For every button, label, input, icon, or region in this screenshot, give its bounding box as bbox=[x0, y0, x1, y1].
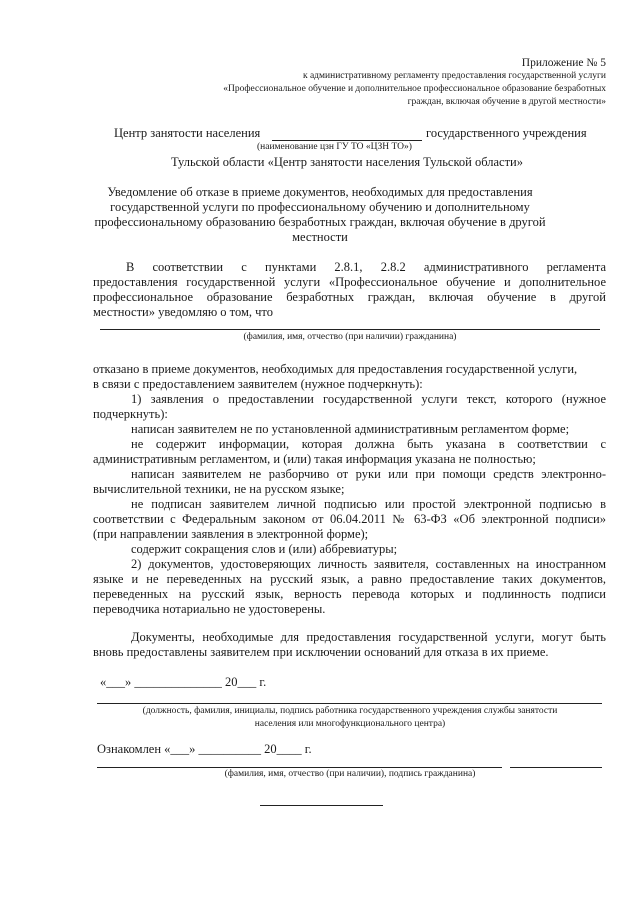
reason-form: написан заявителем не по установленной административным регламентом форме; bbox=[131, 422, 570, 436]
issue-date-line: «___» ______________ 20___ г. bbox=[100, 675, 267, 689]
item-1-line-2: подчеркнуть): bbox=[93, 407, 168, 421]
reason-illegible-line-2: вычислительной техники, не на русском языке; bbox=[93, 482, 345, 496]
resubmit-line-2: вновь предоставлены заявителем при исключении оснований для отказа в их приеме. bbox=[93, 645, 549, 659]
intro-line-3: профессиональное образование безработных граждан, включая обучение в другой bbox=[93, 290, 606, 304]
reason-illegible-line-1: написан заявителем не разборчиво от руки или при помощи средств электронно- bbox=[131, 467, 606, 481]
notice-title-line-4: местности bbox=[292, 230, 348, 244]
item-2-line-2: языке и не переведенных на русский язык, а равно предоставление таких документов, bbox=[93, 572, 606, 586]
employee-signature-caption-1: (должность, фамилия, инициалы, подпись работника государственного учреждения службы занятости bbox=[142, 706, 558, 716]
refusal-line-2: в связи с предоставлением заявителем (нужное подчеркнуть): bbox=[93, 377, 423, 391]
reason-incomplete-line-2: административным регламентом, и (или) такая информация указана не полностью; bbox=[93, 452, 536, 466]
appendix-line-2: «Профессиональное обучение и дополнительное профессиональное образование безработных bbox=[223, 84, 606, 94]
acknowledged-line: Ознакомлен «___» __________ 20____ г. bbox=[97, 742, 312, 756]
citizen-signature-caption: (фамилия, имя, отчество (при наличии), подпись гражданина) bbox=[224, 769, 476, 779]
item-2-line-4: переводчика нотариально не удостоверены. bbox=[93, 602, 326, 616]
resubmit-line-1: Документы, необходимые для предоставления государственной услуги, могут быть bbox=[131, 630, 606, 644]
org-name-blank bbox=[272, 140, 422, 141]
citizen-signature-line-right bbox=[510, 767, 602, 768]
reason-incomplete-line-1: не содержит информации, которая должна быть указана в соответствии с bbox=[131, 437, 606, 451]
employee-signature-line bbox=[97, 703, 602, 704]
appendix-line-1: к административному регламенту предоставления государственной услуги bbox=[302, 71, 606, 81]
item-2-line-1: 2) документов, удостоверяющих личность заявителя, составленных на иностранном bbox=[131, 557, 606, 571]
appendix-title: Приложение № 5 bbox=[521, 57, 606, 69]
org-right-label: государственного учреждения bbox=[426, 126, 587, 140]
intro-line-4: местности» уведомляю о том, что bbox=[93, 305, 273, 319]
notice-title-line-1: Уведомление об отказе в приеме документов, необходимых для предоставления bbox=[107, 185, 533, 199]
citizen-signature-line-left bbox=[97, 767, 502, 768]
reason-unsigned-line-3: (при направлении заявления в электронной форме); bbox=[93, 527, 369, 541]
citizen-name-line bbox=[100, 329, 600, 330]
closing-divider bbox=[260, 805, 383, 806]
refusal-line-1: отказано в приеме документов, необходимых для предоставления государственной услуги, bbox=[93, 362, 578, 376]
intro-line-2: предоставления государственной услуги «Профессиональное обучение и дополнительное bbox=[93, 275, 606, 289]
reason-abbreviations: содержит сокращения слов и (или) аббревиатуры; bbox=[131, 542, 398, 556]
notice-title-line-2: государственной услуги по профессиональному обучению и дополнительному bbox=[110, 200, 530, 214]
appendix-line-3: граждан, включая обучение в другой местности» bbox=[407, 97, 606, 107]
org-region-line: Тульской области «Центр занятости населения Тульской области» bbox=[171, 155, 523, 169]
citizen-name-caption: (фамилия, имя, отчество (при наличии) гражданина) bbox=[243, 332, 457, 342]
item-2-line-3: переведенных на русский язык, верность перевода которых и подлинность подписи bbox=[93, 587, 606, 601]
notice-title-line-3: профессиональному образованию безработных граждан, включая обучение в другой bbox=[94, 215, 546, 229]
reason-unsigned-line-2: соответствии с Федеральным законом от 06.04.2011 № 63-ФЗ «Об электронной подписи» bbox=[93, 512, 606, 526]
employee-signature-caption-2: населения или многофункционального центра) bbox=[254, 719, 446, 729]
reason-unsigned-line-1: не подписан заявителем личной подписью или простой электронной подписью в bbox=[131, 497, 606, 511]
intro-line-1: В соответствии с пунктами 2.8.1, 2.8.2 административного регламента bbox=[126, 260, 606, 274]
item-1-line-1: 1) заявления о предоставлении государственной услуги текст, которого (нужное bbox=[131, 392, 606, 406]
org-caption: (наименование цзн ГУ ТО «ЦЗН ТО») bbox=[257, 142, 412, 152]
org-left-label: Центр занятости населения bbox=[114, 126, 261, 140]
